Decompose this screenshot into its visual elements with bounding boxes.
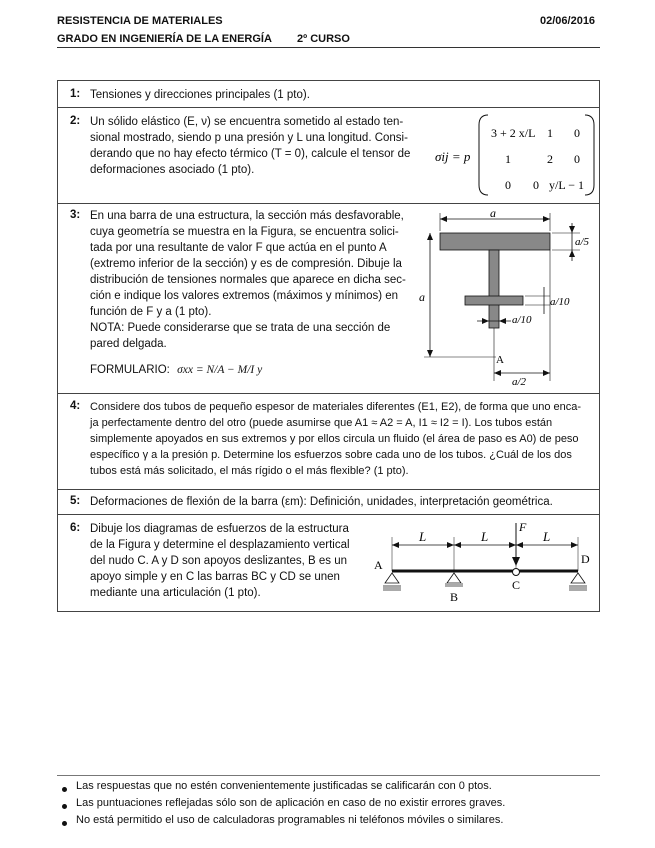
svg-text:a/10: a/10 [550,296,570,308]
question-1-number: 1: [70,88,81,100]
exam-date: 02/06/2016 [540,15,596,27]
svg-text:B: B [450,590,459,604]
question-4-text: Considere dos tubos de pequeño espesor de materiales diferentes (E1, E2), de forma que uno enca- ja perfectamente dentro del otro (puede asumirse que A1 ≈ A2 = A, I1 ≈ I2 = I). Los tubos están simplemente apoyados en sus extremos y por ellos circula un fluido (el área de paso es A0) de peso específico γ a la presión p. Determine los esfuerzos sobre cada uno de los tubos. ¿Cuál de los dos tubos está más solicitado, el más rígido o el más flexible? (1 pto). [90,401,582,477]
svg-text:0: 0 [533,178,539,192]
svg-text:C: C [512,578,521,592]
beam-structure-figure [372,521,596,611]
bullet-icon [62,804,67,809]
svg-text:a/10: a/10 [512,314,532,326]
bullet-icon [62,787,67,792]
t-section-figure [419,206,598,389]
course-year: 2º CURSO [297,33,350,45]
svg-text:A: A [374,558,383,572]
header-rule [57,47,600,48]
svg-text:y/L − 1: y/L − 1 [549,178,584,192]
svg-text:0: 0 [505,178,511,192]
svg-text:L: L [481,529,489,544]
question-2-number: 2: [70,115,81,127]
svg-text:2: 2 [547,152,553,166]
svg-text:A: A [496,354,504,366]
svg-text:0: 0 [574,126,580,140]
bullet-icon [62,821,67,826]
question-6-number: 6: [70,522,81,534]
exam-questions-box [57,80,600,612]
question-2-text: Un sólido elástico (E, ν) se encuentra sometido al estado ten- sional mostrado, siendo p una presión y L una longitud. Consi- derando que no hay efecto térmico (T = 0), calcule el tensor de deformaciones asociado (1 pto). [90,116,411,176]
divider [58,514,599,515]
divider [58,489,599,490]
question-3-formula: FORMULARIO: σxx = N/A − M/I y [90,364,263,376]
divider [58,393,599,394]
svg-text:1: 1 [547,126,553,140]
svg-text:L: L [419,529,427,544]
svg-text:a: a [490,206,496,220]
svg-text:F: F [519,520,527,534]
footer-note-2: Las puntuaciones reflejadas sólo son de aplicación en caso de no existir errores graves. [76,797,506,809]
svg-text:D: D [581,552,590,566]
footer-note-1: Las respuestas que no estén convenientemente justificadas se calificarán con 0 ptos. [76,780,492,792]
question-4-number: 4: [70,400,81,412]
matrix-lhs: σij = p [435,149,471,164]
question-5-number: 5: [70,495,81,507]
svg-text:3 + 2 x/L: 3 + 2 x/L [491,126,536,140]
question-3-text: En una barra de una estructura, la sección más desfavorable, cuya geometría se muestra en la Figura, se encuentra solici- tada por una resultante de valor F que actúa en el punto A (extremo inferior de la sección) y es de compresión. Dibuje la distribución de tensiones normales que aparece en dicha sec- ción e indique los valores extremos (máximos y mínimos) en función de F y a (1 pto). NOTA: Puede considerarse que se trata de una sección de pared delgada. [90,210,406,350]
question-6-text: Dibuje los diagramas de esfuerzos de la estructura de la Figura y determine el desplazamiento vertical del nudo C. A y D son apoyos deslizantes, B es un apoyo simple y en C las barras BC y CD se unen mediante una articulación (1 pto). [90,523,350,599]
svg-text:0: 0 [574,152,580,166]
course-title: RESISTENCIA DE MATERIALES [57,15,223,27]
divider [58,107,599,108]
svg-text:a: a [419,290,425,304]
question-3-number: 3: [70,209,81,221]
svg-text:a/2: a/2 [512,376,527,388]
svg-text:1: 1 [505,152,511,166]
svg-text:a/5: a/5 [575,236,590,248]
footer-note-3: No está permitido el uso de calculadoras programables ni teléfonos móviles o similares. [76,814,504,826]
divider [58,203,599,204]
question-5-text: Deformaciones de flexión de la barra (εm): Definición, unidades, interpretación geométrica. [90,496,553,508]
degree-title: GRADO EN INGENIERÍA DE LA ENERGÍA [57,33,272,45]
footer-rule [57,775,600,776]
svg-text:L: L [543,529,551,544]
stress-tensor-matrix [433,111,598,199]
question-1-text: Tensiones y direcciones principales (1 pto). [90,89,310,101]
